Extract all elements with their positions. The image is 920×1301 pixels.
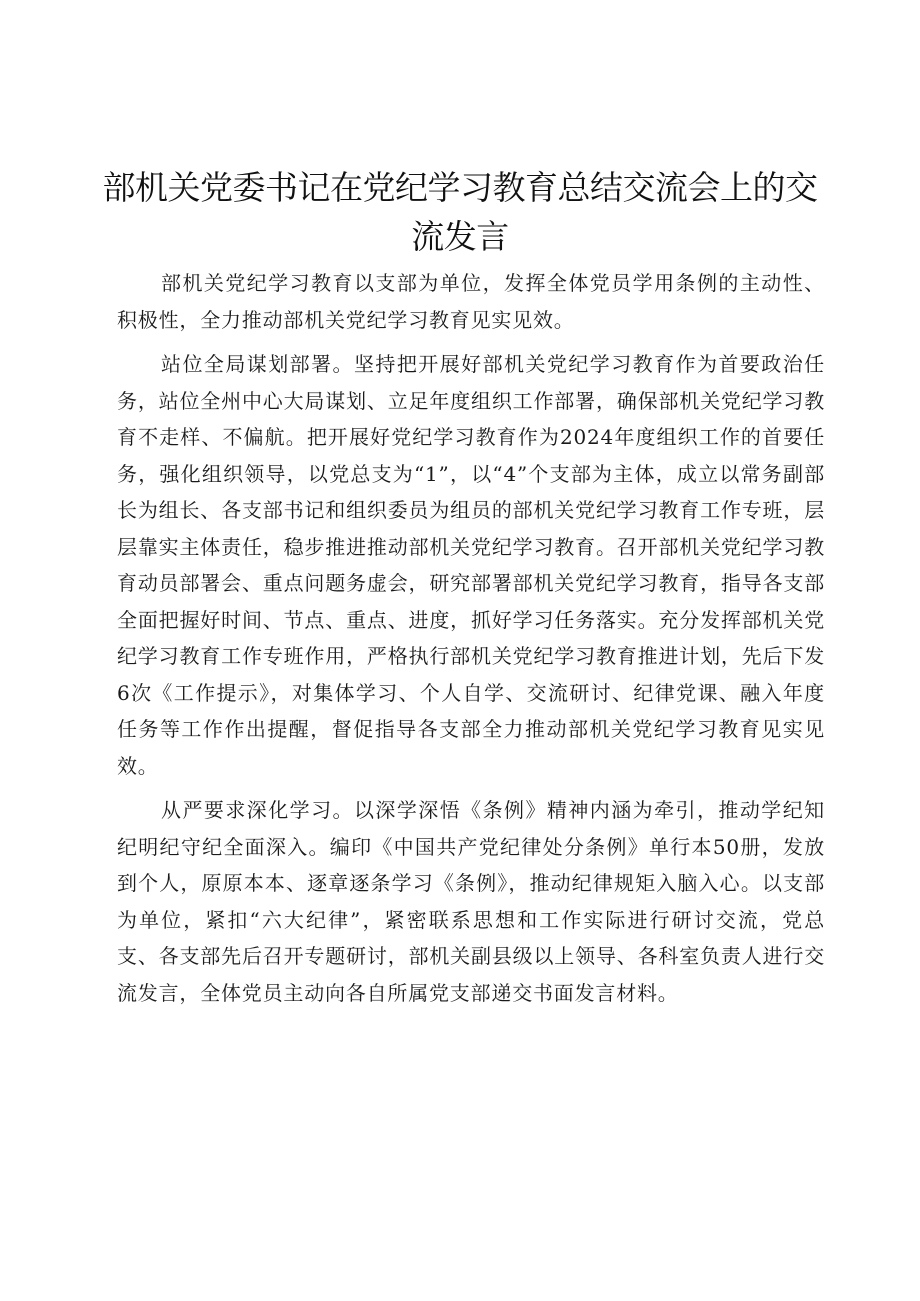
paragraph-planning: 站位全局谋划部署。坚持把开展好部机关党纪学习教育作为首要政治任务，站位全州中心大局谋划、立足年度组织工作部署，确保部机关党纪学习教育不走样、不偏航。把开展好党纪学习教育作为2024年度组织工作的首要任务，强化组织领导，以党总支为“1”，以“4”个支部为主体，成立以常务副部长为组长、各支部书记和组织委员为组员的部机关党纪学习教育工作专班，层层靠实主体责任，稳步推进推动部机关党纪学习教育。召开部机关党纪学习教育动员部署会、重点问题务虚会，研究部署部机关党纪学习教育，指导各支部全面把握好时间、节点、重点、进度，抓好学习任务落实。充分发挥部机关党纪学习教育工作专班作用，严格执行部机关党纪学习教育推进计划，先后下发6次《工作提示》，对集体学习、个人自学、交流研讨、纪律党课、融入年度任务等工作作出提醒，督促指导各支部全力推动部机关党纪学习教育见实见效。: [117, 352, 825, 778]
paragraph-intro: 部机关党纪学习教育以支部为单位，发挥全体党员学用条例的主动性、积极性，全力推动部机关党纪学习教育见实见效。: [117, 271, 825, 332]
document-body: [117, 265, 825, 1019]
paragraph-study: 从严要求深化学习。以深学深悟《条例》精神内涵为牵引，推动学纪知纪明纪守纪全面深入。编印《中国共产党纪律处分条例》单行本50册，发放到个人，原原本本、逐章逐条学习《条例》，推动纪律规矩入脑入心。以支部为单位，紧扣“六大纪律”，紧密联系思想和工作实际进行研讨交流，党总支、各支部先后召开专题研讨，部机关副县级以上领导、各科室负责人进行交流发言，全体党员主动向各自所属党支部递交书面发言材料。: [117, 798, 825, 1005]
document-title: 部机关党委书记在党纪学习教育总结交流会上的交流发言: [102, 168, 818, 256]
